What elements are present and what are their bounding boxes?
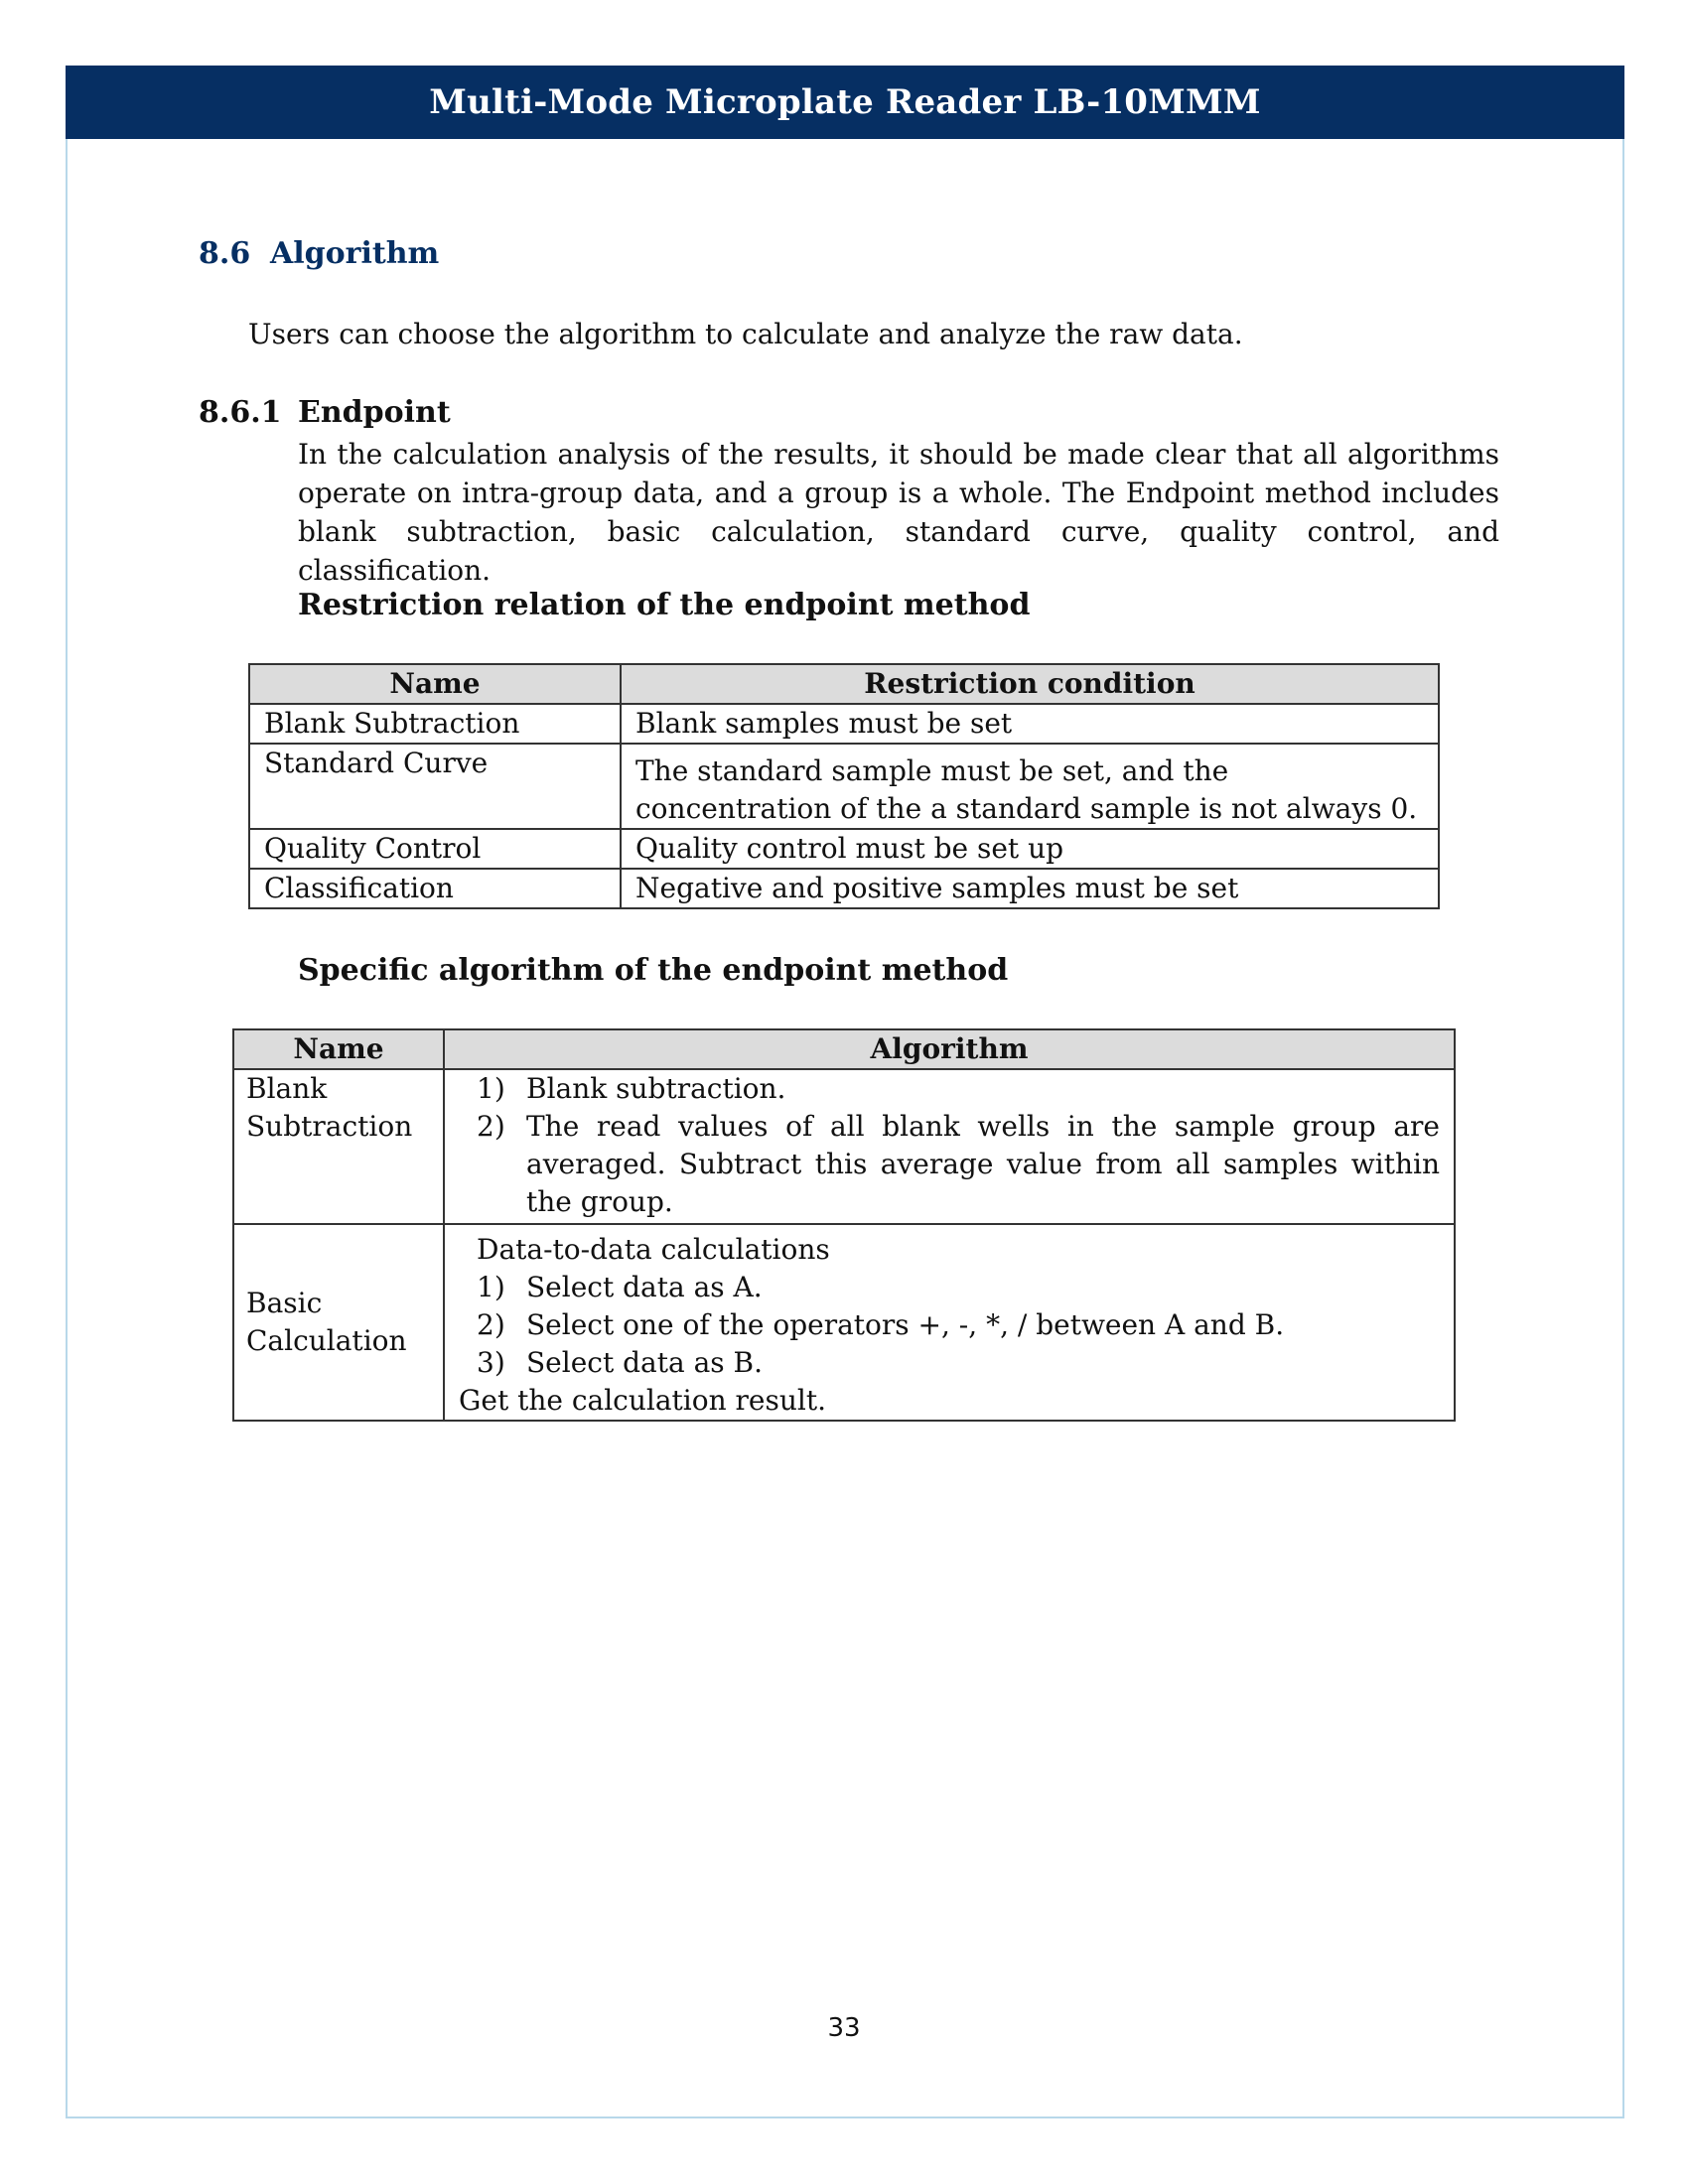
- row-condition: The standard sample must be set, and the concentration of the a standard sample is not always 0.: [621, 744, 1439, 829]
- page-number: 33: [827, 2013, 861, 2043]
- step-text: Select one of the operators +, -, *, / between A and B.: [526, 1308, 1285, 1341]
- list-item: [477, 1070, 1440, 1108]
- step-index: 1): [477, 1072, 505, 1105]
- section-title: Algorithm: [270, 236, 440, 271]
- table-row: [249, 869, 1439, 908]
- table-row: [249, 829, 1439, 869]
- algorithm-steps: [459, 1070, 1440, 1221]
- table-header-row: [249, 664, 1439, 704]
- column-header-algorithm: Algorithm: [444, 1029, 1455, 1069]
- section-intro: Users can choose the algorithm to calculate and analyze the raw data.: [248, 318, 1243, 350]
- list-item: [477, 1344, 1440, 1382]
- row-name: Blank Subtraction: [249, 704, 621, 744]
- step-text: Select data as B.: [526, 1346, 764, 1379]
- step-index: 2): [477, 1308, 505, 1341]
- list-item: [477, 1108, 1440, 1221]
- restriction-table-caption: Restriction relation of the endpoint method: [298, 588, 1031, 622]
- step-index: 3): [477, 1346, 505, 1379]
- algorithm-intro: Data-to-data calculations: [477, 1233, 830, 1266]
- subsection-number: 8.6.1: [199, 395, 282, 430]
- list-item: [477, 1306, 1440, 1344]
- column-header-name: Name: [249, 664, 621, 704]
- row-condition: Quality control must be set up: [621, 829, 1439, 869]
- row-condition: Negative and positive samples must be set: [621, 869, 1439, 908]
- section-heading: [199, 236, 439, 271]
- row-name: Classification: [249, 869, 621, 908]
- algorithm-result: Get the calculation result.: [459, 1384, 827, 1417]
- row-algorithm: [444, 1224, 1455, 1421]
- step-text: Select data as A.: [526, 1271, 763, 1303]
- row-algorithm: [444, 1069, 1455, 1224]
- row-condition: Blank samples must be set: [621, 704, 1439, 744]
- restriction-table: [248, 663, 1440, 909]
- section-number: 8.6: [199, 236, 251, 271]
- row-name: [233, 1069, 444, 1224]
- list-item: [477, 1269, 1440, 1306]
- algorithm-table-caption: Specific algorithm of the endpoint method: [298, 953, 1009, 988]
- row-name-line: Basic: [246, 1287, 323, 1319]
- row-name-line: Calculation: [246, 1324, 407, 1357]
- row-name-line: Subtraction: [246, 1110, 413, 1143]
- algorithm-steps: [459, 1269, 1440, 1382]
- subsection-heading: [199, 395, 451, 430]
- column-header-name: Name: [233, 1029, 444, 1069]
- document-header: [66, 66, 1624, 139]
- table-row: [249, 744, 1439, 829]
- row-name: [233, 1224, 444, 1421]
- table-row: [249, 704, 1439, 744]
- row-name: Quality Control: [249, 829, 621, 869]
- row-name: Standard Curve: [249, 744, 621, 829]
- table-header-row: [233, 1029, 1455, 1069]
- algorithm-table: [232, 1028, 1456, 1422]
- step-index: 1): [477, 1271, 505, 1303]
- column-header-condition: Restriction condition: [621, 664, 1439, 704]
- table-row: [233, 1069, 1455, 1224]
- subsection-paragraph: In the calculation analysis of the results, it should be made clear that all algorithms operate on intra-group data, and a group is a whole. The Endpoint method includes blank subtraction, basic calculation, standard curve, quality control, and classification.: [298, 438, 1499, 587]
- table-row: [233, 1224, 1455, 1421]
- subsection-title: Endpoint: [298, 395, 451, 430]
- step-text: The read values of all blank wells in the sample group are averaged. Subtract this average value from all samples within the group.: [526, 1110, 1440, 1218]
- row-name-line: Blank: [246, 1072, 328, 1105]
- step-index: 2): [477, 1110, 505, 1143]
- step-text: Blank subtraction.: [526, 1072, 786, 1105]
- document-title: Multi-Mode Microplate Reader LB-10MMM: [429, 82, 1261, 122]
